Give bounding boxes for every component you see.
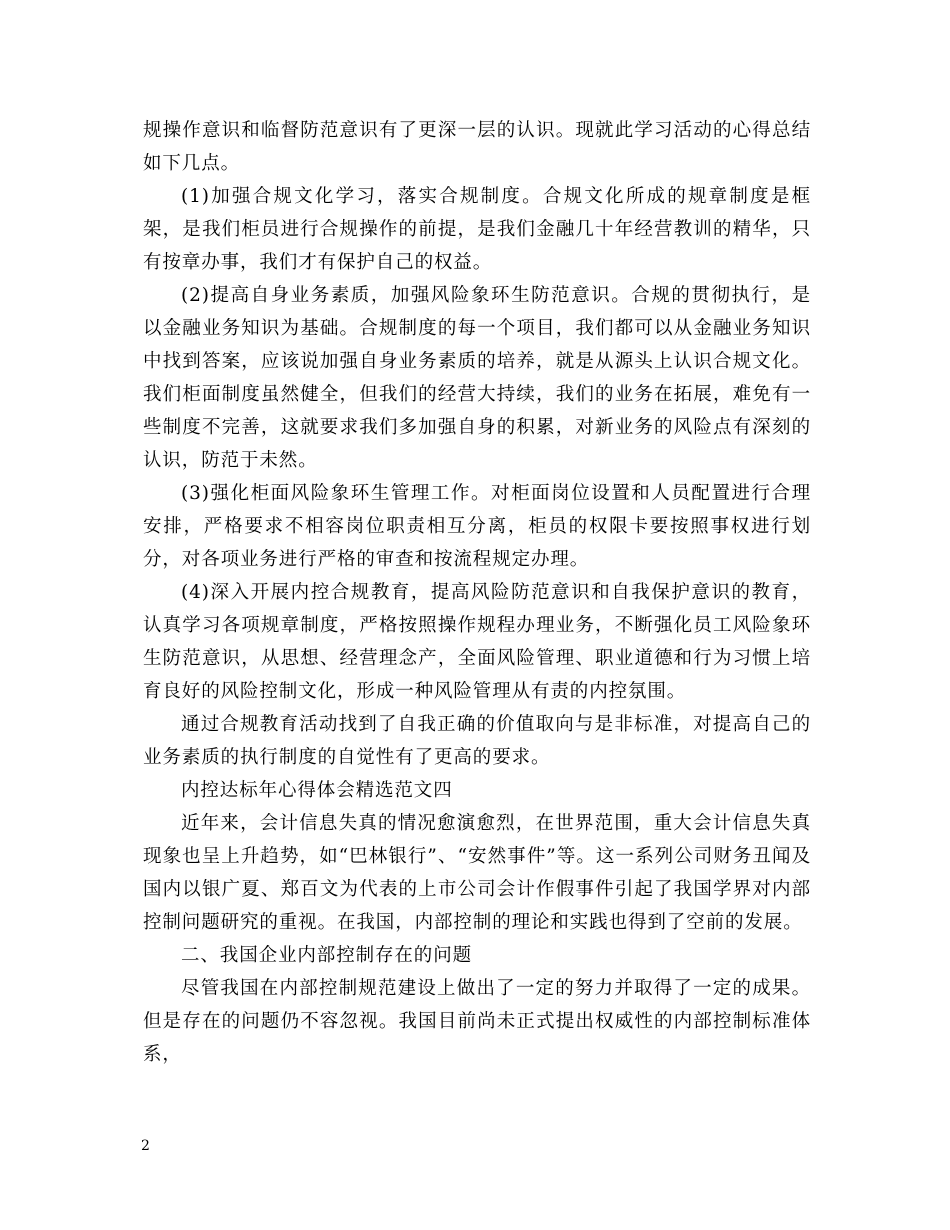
paragraph-continuation: 规操作意识和临督防范意识有了更深一层的认识。现就此学习活动的心得总结如下几点。 <box>143 120 811 174</box>
body-text <box>143 114 811 1071</box>
paragraph-intro: 近年来，会计信息失真的情况愈演愈烈，在世界范围，重大会计信息失真现象也呈上升趋势，如“巴林银行”、“安然事件”等。这一系列公司财务丑闻及国内以银广夏、郑百文为代表的上市公司会计作假事件引起了我国学界对内部控制问题研究的重视。在我国，内部控制的理论和实践也得到了空前的发展。 <box>143 813 811 933</box>
paragraph-conclusion: 通过合规教育活动找到了自我正确的价值取向与是非标准，对提高自己的业务素质的执行制度的自觉性有了更高的要求。 <box>143 714 811 768</box>
section-title: 内控达标年心得体会精选范文四 <box>181 780 453 801</box>
paragraph-item-4: (4)深入开展内控合规教育，提高风险防范意识和自我保护意识的教育，认真学习各项规章制度，严格按照操作规程办理业务，不断强化员工风险象环生防范意识，从思想、经营理念产，全面风险管理、职业道德和行为习惯上培育良好的风险控制文化，形成一种风险管理从有责的内控氛围。 <box>143 582 811 702</box>
paragraph-item-2: (2)提高自身业务素质，加强风险象环生防范意识。合规的贯彻执行，是以金融业务知识为基础。合规制度的每一个项目，我们都可以从金融业务知识中找到答案，应该说加强自身业务素质的培养，就是从源头上认识合规文化。我们柜面制度虽然健全，但我们的经营大持续，我们的业务在拓展，难免有一些制度不完善，这就要求我们多加强自身的积累，对新业务的风险点有深刻的认识，防范于未然。 <box>143 285 811 471</box>
page-number: 2 <box>141 1138 150 1154</box>
paragraph-problems: 尽管我国在内部控制规范建设上做出了一定的努力并取得了一定的成果。但是存在的问题仍不容忽视。我国目前尚未正式提出权威性的内部控制标准体系， <box>143 978 811 1065</box>
paragraph-item-3: (3)强化柜面风险象环生管理工作。对柜面岗位设置和人员配置进行合理安排，严格要求不相容岗位职责相互分离，柜员的权限卡要按照事权进行划分，对各项业务进行严格的审查和按流程规定办理。 <box>143 483 811 570</box>
paragraph-item-1: (1)加强合规文化学习，落实合规制度。合规文化所成的规章制度是框架，是我们柜员进行合规操作的前提，是我们金融几十年经营教训的精华，只有按章办事，我们才有保护自己的权益。 <box>143 186 811 273</box>
subsection-heading: 二、我国企业内部控制存在的问题 <box>181 945 473 966</box>
